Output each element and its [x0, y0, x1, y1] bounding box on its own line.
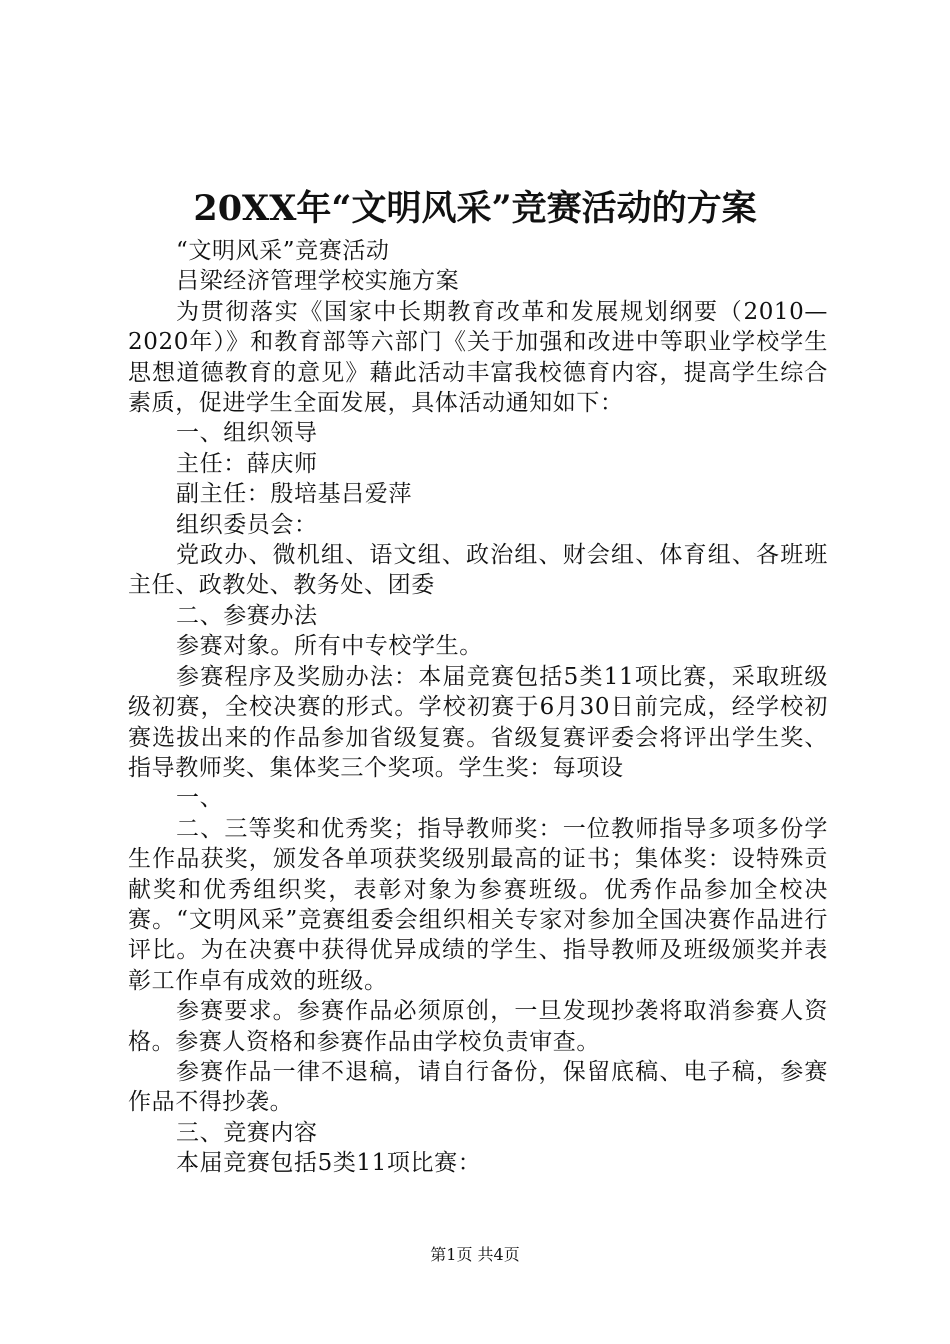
- paragraph-director: 主任：薛庆师: [176, 450, 318, 477]
- paragraph-deputy-director: 副主任：殷培基吕爱萍: [176, 481, 412, 508]
- paragraph-content: 本届竞赛包括5类11项比赛：: [176, 1150, 482, 1177]
- heading-organization: 一、组织领导: [176, 420, 318, 447]
- paragraph-requirements: 参赛要求。参赛作品必须原创，一旦发现抄袭将取消参赛人资格。参赛人资格和参赛作品由学校负责审查。: [128, 998, 828, 1055]
- paragraph-submission: 参赛作品一律不退稿，请自行备份，保留底稿、电子稿，参赛作品不得抄袭。: [128, 1058, 828, 1116]
- paragraph-committee-members: 党政办、微机组、语文组、政治组、财会组、体育组、各班班主任、政教处、教务处、团委: [128, 542, 828, 599]
- document-body: [128, 236, 828, 1179]
- heading-content: 三、竞赛内容: [176, 1119, 318, 1146]
- paragraph-committee-label: 组织委员会：: [176, 511, 318, 538]
- paragraph-fragment: 一、: [176, 785, 224, 812]
- document-title: 20XX年“文明风采”竞赛活动的方案: [193, 188, 757, 229]
- paragraph-participants: 参赛对象。所有中专校学生。: [176, 633, 483, 660]
- paragraph-school-plan: 吕梁经济管理学校实施方案: [176, 268, 460, 295]
- paragraph-subtitle: “文明风采”竞赛活动: [176, 238, 390, 264]
- page-footer: 第1页 共4页: [430, 1245, 520, 1264]
- paragraph-awards: 二、三等奖和优秀奖；指导教师奖：一位教师指导多项多份学生作品获奖，颁发各单项获奖级别最高的证书；集体奖：设特殊贡献奖和优秀组织奖，表彰对象为参赛班级。优秀作品参加全校决赛。“文明风采”竞赛组委会组织相关专家对参加全国决赛作品进行评比。为在决赛中获得优异成绩的学生、指导教师及班级颁奖并表彰工作卓有成效的班级。: [128, 815, 828, 994]
- paragraph-intro: 为贯彻落实《国家中长期教育改革和发展规划纲要（2010—2020年）》和教育部等六部门《关于加强和改进中等职业学校学生思想道德教育的意见》藉此活动丰富我校德育内容，提高学生综合素质，促进学生全面发展，具体活动通知如下：: [128, 298, 828, 417]
- heading-participation: 二、参赛办法: [176, 602, 318, 629]
- paragraph-procedure: 参赛程序及奖励办法：本届竞赛包括5类11项比赛，采取班级级初赛，全校决赛的形式。学校初赛于6月30日前完成，经学校初赛选拔出来的作品参加省级复赛。省级复赛评委会将评出学生奖、指导教师奖、集体奖三个奖项。学生奖：每项设: [128, 663, 828, 781]
